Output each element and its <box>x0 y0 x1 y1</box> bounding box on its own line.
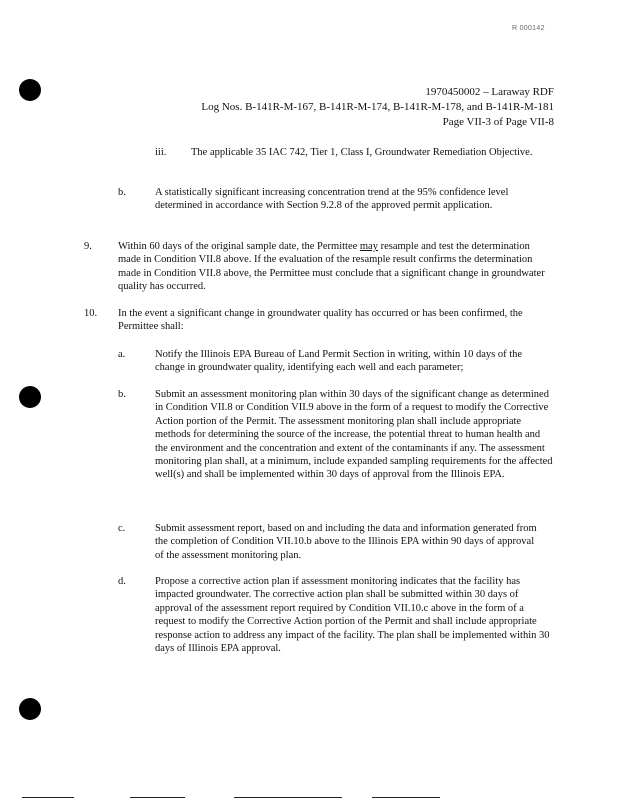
item-10a-text: Notify the Illinois EPA Bureau of Land Permit Section in writing, within 10 days of the change in groundwater quality, identifying each well and each parameter; <box>155 349 523 374</box>
item-9-may: may <box>359 241 378 252</box>
item-10b-text: Submit an assessment monitoring plan within 30 days of the significant change as determined in Condition VII.8 or Condition VII.9 above in the form of a request to modify the Corrective Action portion of the Permit. The assessment monitoring plan shall include appropriate methods for determining the source of the increase, the potential threat to human health and the environment and the concentration and extent of the contaminants if any. The assessment monitoring plan shall, at a minimum, include expanded sampling requirements for the affected well(s) and shall be implemented within 30 days of approval from the Illinois EPA. <box>155 389 553 481</box>
item-9-text-pre: Within 60 days of the original sample date, the Permittee <box>118 241 360 252</box>
item-iii-label: iii. <box>155 147 167 158</box>
header-page-number: Page VII-3 of Page VII-8 <box>442 116 554 128</box>
item-b-text: A statistically significant increasing concentration trend at the 95% confidence level determined in accordance with Section 9.2.8 of the approved permit application. <box>155 187 509 212</box>
item-9-label: 9. <box>84 241 92 252</box>
item-10d-label: d. <box>118 576 126 587</box>
item-10a-label: a. <box>118 349 126 360</box>
item-9-text <box>118 240 554 294</box>
punch-hole-top <box>19 79 41 101</box>
item-10c-text: Submit assessment report, based on and including the data and information generated from the completion of Condition VII.10.b above to the Illinois EPA within 90 days of approval of the assessment monitoring plan. <box>155 523 537 561</box>
punch-hole-bottom <box>19 698 41 720</box>
item-10c-label: c. <box>118 523 126 534</box>
item-b-label: b. <box>118 187 126 198</box>
header-permit-id: 1970450002 – Laraway RDF <box>425 86 554 98</box>
bottom-rule-3 <box>234 797 342 798</box>
bottom-rule-2 <box>130 797 185 798</box>
bates-stamp: R 000142 <box>512 25 545 32</box>
punch-hole-middle <box>19 386 41 408</box>
item-10-label: 10. <box>84 308 98 319</box>
bottom-rule-4 <box>372 797 440 798</box>
item-9-text-post: resample and test the determination made in Condition VII.8 above. If the evaluation of the resample result confirms the determination made in Condition VII.8 above, the Permittee must conclude that a significant change in groundwater quality has occurred. <box>118 241 545 293</box>
item-10b-label: b. <box>118 389 126 400</box>
item-10-text: In the event a significant change in groundwater quality has occurred or has been confirmed, the Permittee shall: <box>118 308 523 333</box>
item-iii-text: The applicable 35 IAC 742, Tier 1, Class I, Groundwater Remediation Objective. <box>191 147 533 158</box>
bottom-rule-1 <box>22 797 74 798</box>
header-log-numbers: Log Nos. B-141R-M-167, B-141R-M-174, B-141R-M-178, and B-141R-M-181 <box>201 101 554 113</box>
item-10d-text: Propose a corrective action plan if assessment monitoring indicates that the facility has impacted groundwater. The corrective action plan shall be submitted within 30 days of approval of the assessment report required by Condition VII.10.c above in the form of a request to modify the Corrective Action portion of the Permit and shall include appropriate response action to address any impact of the facility. The plan shall be implemented within 30 days of Illinois EPA approval. <box>155 576 550 655</box>
